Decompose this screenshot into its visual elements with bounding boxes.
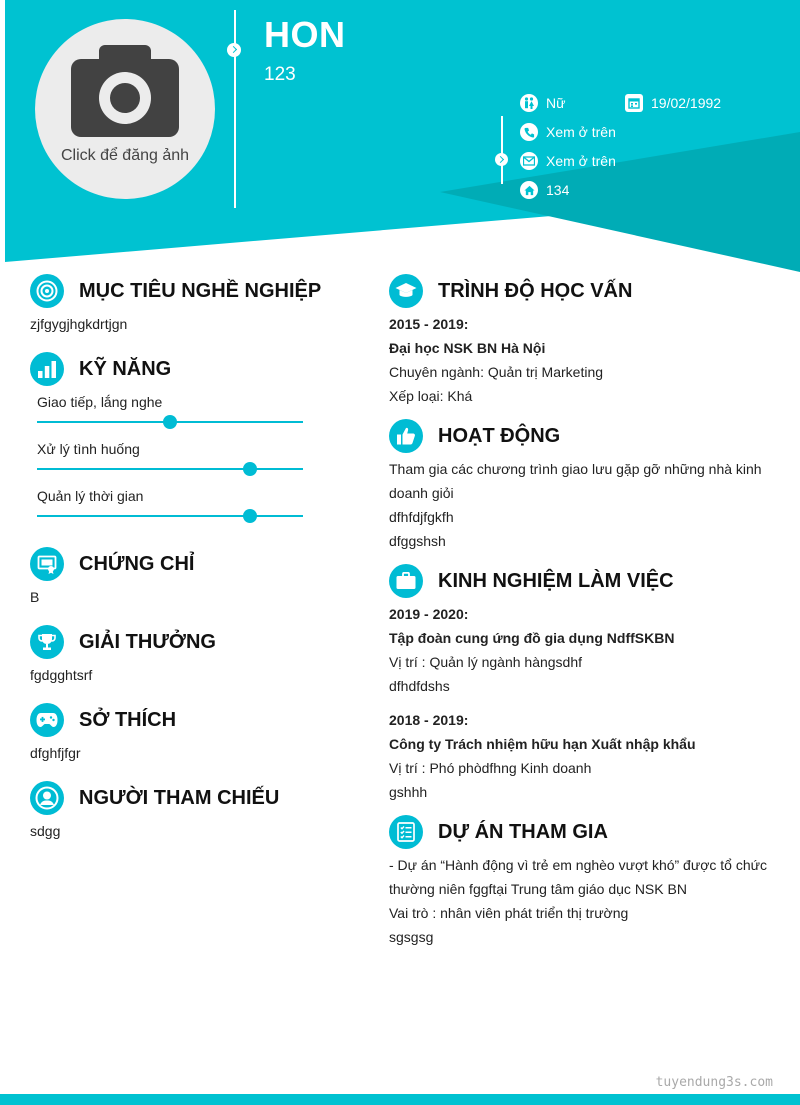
contact-address[interactable] [520, 181, 569, 199]
certificates-title: CHỨNG CHỈ [79, 552, 195, 575]
skill-slider[interactable] [37, 515, 303, 517]
certificates-text[interactable]: B [30, 589, 40, 605]
references-section-header [30, 781, 279, 815]
objective-title: MỤC TIÊU NGHỀ NGHIỆP [79, 279, 322, 302]
references-text[interactable]: sdgg [30, 823, 61, 839]
activities-line[interactable]: dfggshsh [389, 533, 446, 549]
watermark: tuyendung3s.com [655, 1075, 773, 1090]
user-icon [30, 781, 64, 815]
skill-label: Giao tiếp, lắng nghe [37, 394, 163, 410]
job-position[interactable]: Vị trí : Quản lý ngành hàngsdhf [389, 654, 583, 670]
activities-line[interactable]: dfhfdjfgkfh [389, 509, 454, 525]
skill-slider-thumb[interactable] [243, 462, 257, 476]
activities-line[interactable]: Tham gia các chương trình giao lưu gặp gỡ những nhà kinh [389, 461, 762, 477]
awards-text[interactable]: fgdgghtsrf [30, 667, 93, 683]
profile-photo-upload[interactable] [35, 19, 215, 199]
checklist-icon [389, 815, 423, 849]
projects-title: DỰ ÁN THAM GIA [438, 820, 608, 843]
phone-icon [520, 123, 538, 141]
phone-value: Xem ở trên [546, 124, 616, 140]
skill-label: Xử lý tình huống [37, 441, 140, 457]
home-icon [520, 181, 538, 199]
birthday-value: 19/02/1992 [651, 95, 722, 111]
awards-title: GIẢI THƯỞNG [79, 630, 216, 653]
skill-slider-thumb[interactable] [163, 415, 177, 429]
skills-section-header [30, 352, 171, 386]
projects-line[interactable]: Vai trò : nhân viên phát triển thị trường [389, 905, 629, 921]
activities-section-header [389, 419, 560, 453]
skill-label: Quản lý thời gian [37, 488, 144, 504]
objective-text[interactable]: zjfgygjhgkdrtjgn [30, 316, 128, 332]
experience-section-header [389, 564, 674, 598]
projects-line[interactable]: thường niên fggftại Trung tâm giáo dục NSK BN [389, 881, 687, 897]
email-value: Xem ở trên [546, 153, 616, 169]
education-rank[interactable]: Xếp loại: Khá [389, 388, 473, 404]
job-note[interactable]: dfhdfdshs [389, 678, 450, 694]
activities-line[interactable]: doanh giỏi [389, 485, 454, 501]
camera-icon [71, 45, 179, 137]
projects-section-header [389, 815, 608, 849]
header-divider [234, 10, 236, 208]
job-title[interactable]: 123 [264, 64, 296, 85]
chevron-right-icon [227, 43, 241, 57]
gender-icon [520, 94, 538, 112]
skill-slider[interactable] [37, 468, 303, 470]
briefcase-icon [389, 564, 423, 598]
hobbies-title: SỞ THÍCH [79, 708, 177, 731]
education-period[interactable]: 2015 - 2019: [389, 316, 469, 332]
job-note[interactable]: gshhh [389, 784, 428, 800]
job-period[interactable]: 2019 - 2020: [389, 606, 469, 622]
job-period[interactable]: 2018 - 2019: [389, 712, 469, 728]
education-major[interactable]: Chuyên ngành: Quản trị Marketing [389, 364, 604, 380]
skill-slider-thumb[interactable] [243, 509, 257, 523]
references-title: NGƯỜI THAM CHIẾU [79, 786, 280, 809]
job-company[interactable]: Tập đoàn cung ứng đồ gia dụng NdffSKBN [389, 630, 675, 646]
address-value: 134 [546, 182, 570, 198]
skill-slider[interactable] [37, 421, 303, 423]
awards-section-header [30, 625, 216, 659]
contact-divider [501, 116, 503, 184]
contact-birthday[interactable] [625, 94, 721, 112]
email-icon [520, 152, 538, 170]
graduation-cap-icon [389, 274, 423, 308]
full-name[interactable]: HON [264, 14, 346, 55]
job-position[interactable]: Vị trí : Phó phòdfhng Kinh doanh [389, 760, 592, 776]
contact-gender[interactable] [520, 94, 565, 112]
target-icon [30, 274, 64, 308]
calendar-icon [625, 94, 643, 112]
hobbies-text[interactable]: dfghfjfgr [30, 745, 81, 761]
education-school[interactable]: Đại học NSK BN Hà Nội [389, 340, 546, 356]
job-company[interactable]: Công ty Trách nhiệm hữu hạn Xuất nhập khẩu [389, 736, 696, 752]
projects-line[interactable]: sgsgsg [389, 929, 434, 945]
trophy-icon [30, 625, 64, 659]
skills-title: KỸ NĂNG [79, 357, 172, 380]
certificate-icon [30, 547, 64, 581]
gamepad-icon [30, 703, 64, 737]
hobbies-section-header [30, 703, 176, 737]
thumbs-up-icon [389, 419, 423, 453]
activities-title: HOẠT ĐỘNG [438, 424, 561, 447]
education-title: TRÌNH ĐỘ HỌC VẤN [438, 279, 633, 302]
contact-phone[interactable] [520, 123, 616, 141]
gender-value: Nữ [546, 95, 566, 111]
projects-line[interactable]: - Dự án “Hành động vì trẻ em nghèo vượt khó” được tổ chức [389, 857, 768, 873]
footer-bar [0, 1094, 800, 1105]
education-section-header [389, 274, 632, 308]
chevron-right-icon [495, 153, 508, 166]
photo-caption: Click để đăng ảnh [60, 147, 190, 164]
bar-chart-icon [30, 352, 64, 386]
experience-title: KINH NGHIỆM LÀM VIỆC [438, 569, 674, 592]
contact-email[interactable] [520, 152, 616, 170]
objective-section-header [30, 274, 321, 308]
certificates-section-header [30, 547, 194, 581]
